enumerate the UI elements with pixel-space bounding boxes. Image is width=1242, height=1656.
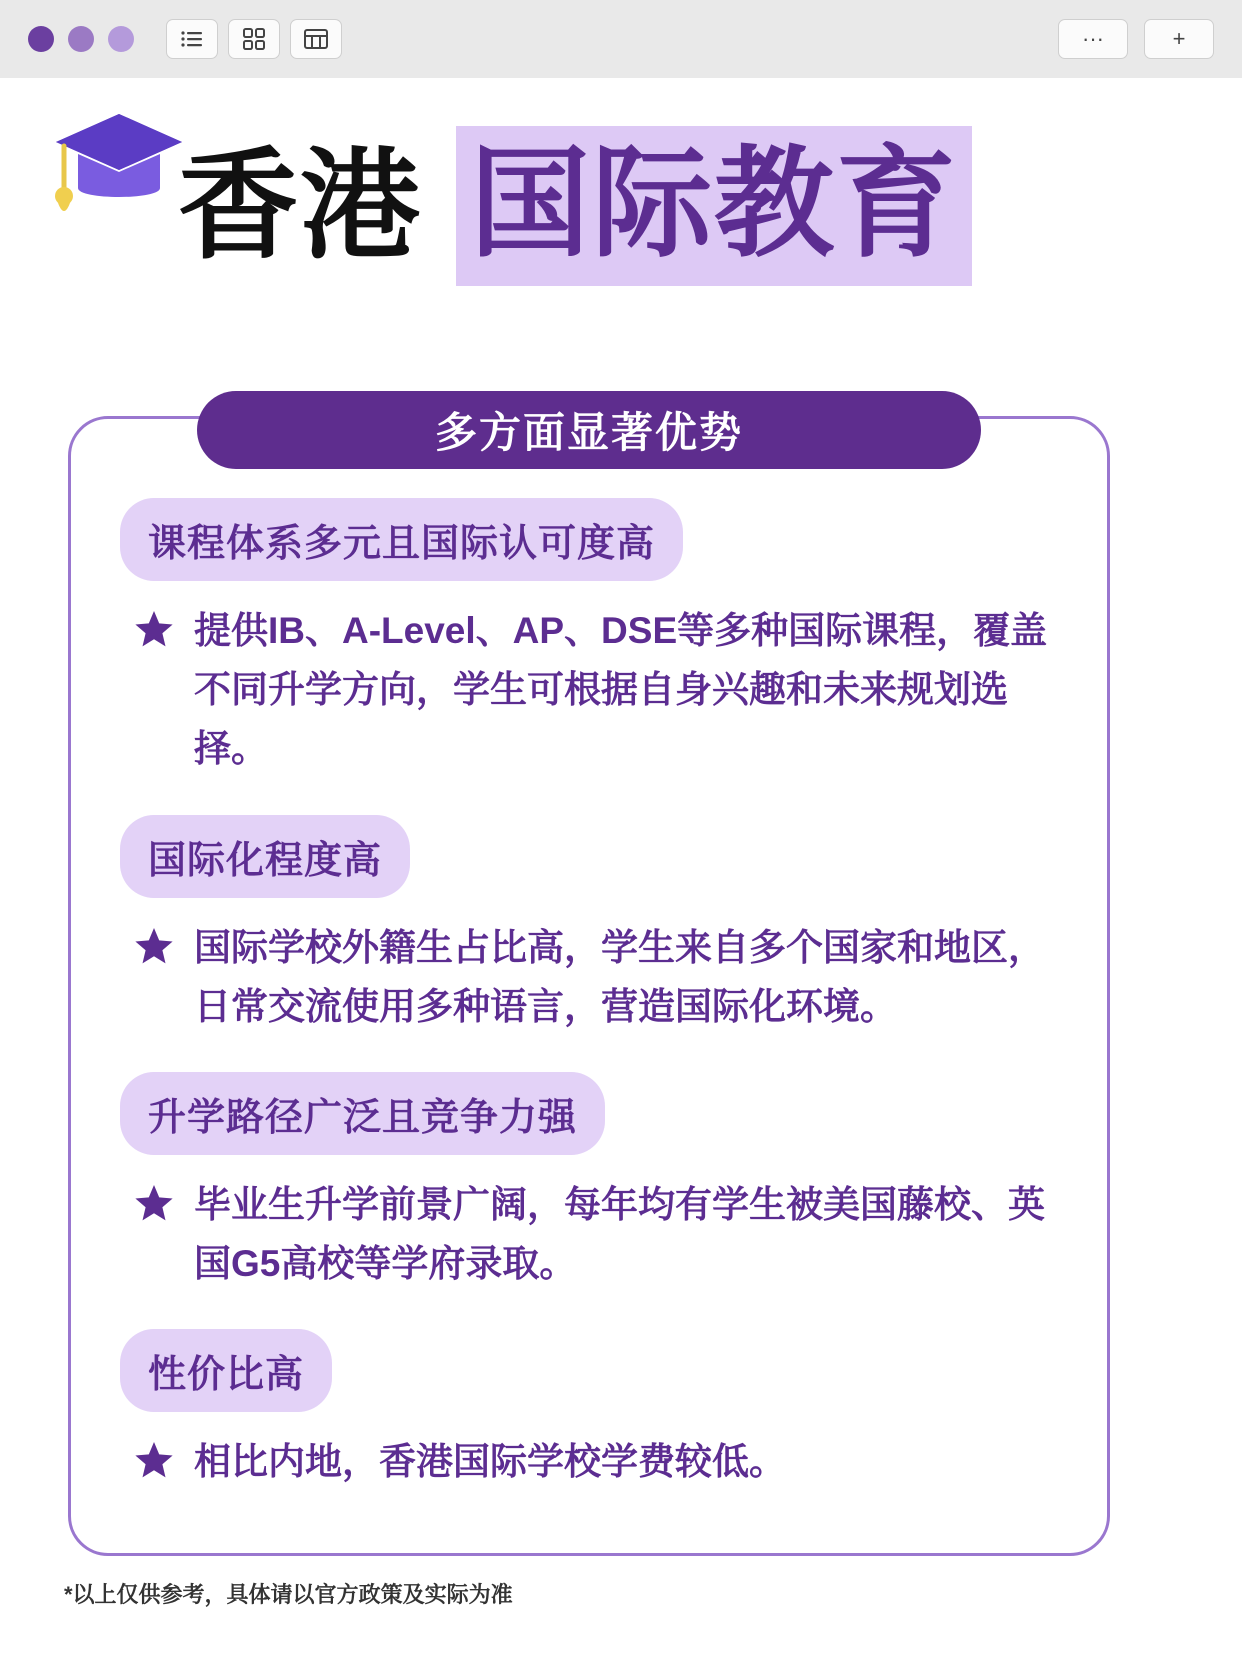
list-view-icon xyxy=(180,30,204,48)
section-4-chip: 性价比高 xyxy=(120,1329,332,1412)
poster-header xyxy=(0,78,1242,328)
toolbar-right-group xyxy=(1058,19,1214,59)
view-mode-group xyxy=(166,19,342,59)
section-3-chip: 升学路径广泛且竞争力强 xyxy=(120,1072,605,1155)
section-4 xyxy=(120,1329,1058,1517)
poster-title xyxy=(178,126,972,286)
add-tab-button[interactable]: + xyxy=(1144,19,1214,59)
section-3-bullet xyxy=(120,1169,1058,1319)
ribbon-banner: 多方面显著优势 xyxy=(197,391,981,469)
star-icon xyxy=(134,609,174,654)
grid-view-icon xyxy=(243,28,265,50)
window-dot-minimize[interactable] xyxy=(68,26,94,52)
window-dot-maximize[interactable] xyxy=(108,26,134,52)
browser-toolbar xyxy=(0,0,1242,78)
star-icon xyxy=(134,1183,174,1228)
section-2-chip: 国际化程度高 xyxy=(120,815,410,898)
section-4-bullet-text: 相比内地，香港国际学校学费较低。 xyxy=(194,1441,786,1483)
graduation-cap-icon xyxy=(44,96,194,236)
section-1-bullet xyxy=(120,595,1058,805)
section-2-bullet-text: 国际学校外籍生占比高，学生来自多个国家和地区，日常交流使用多种语言，营造国际化环境。 xyxy=(194,926,1045,1027)
section-3 xyxy=(120,1072,1058,1319)
footnote: *以上仅供参考，具体请以官方政策及实际为准 xyxy=(64,1582,513,1607)
section-1-bullet-text: 提供IB、A-Level、AP、DSE等多种国际课程，覆盖不同升学方向，学生可根据自身兴趣和未来规划选择。 xyxy=(194,610,1048,770)
list-view-button[interactable] xyxy=(166,19,218,59)
title-highlight-text: 国际教育 xyxy=(456,126,972,286)
section-2 xyxy=(120,815,1058,1062)
title-main-text: 香港 xyxy=(178,139,422,273)
window-dot-close[interactable] xyxy=(28,26,54,52)
star-icon xyxy=(134,1440,174,1485)
card-view-icon xyxy=(304,29,328,49)
star-icon xyxy=(134,926,174,971)
section-3-bullet-text: 毕业生升学前景广阔，每年均有学生被美国藤校、英国G5高校等学府录取。 xyxy=(194,1183,1045,1285)
section-1-chip: 课程体系多元且国际认可度高 xyxy=(120,498,683,581)
poster xyxy=(0,78,1242,1656)
window-controls xyxy=(28,26,134,52)
section-1 xyxy=(120,498,1058,805)
content-list xyxy=(68,498,1110,1528)
grid-view-button[interactable] xyxy=(228,19,280,59)
section-4-bullet xyxy=(120,1426,1058,1517)
section-2-bullet xyxy=(120,912,1058,1062)
card-view-button[interactable] xyxy=(290,19,342,59)
more-options-button[interactable]: ··· xyxy=(1058,19,1128,59)
